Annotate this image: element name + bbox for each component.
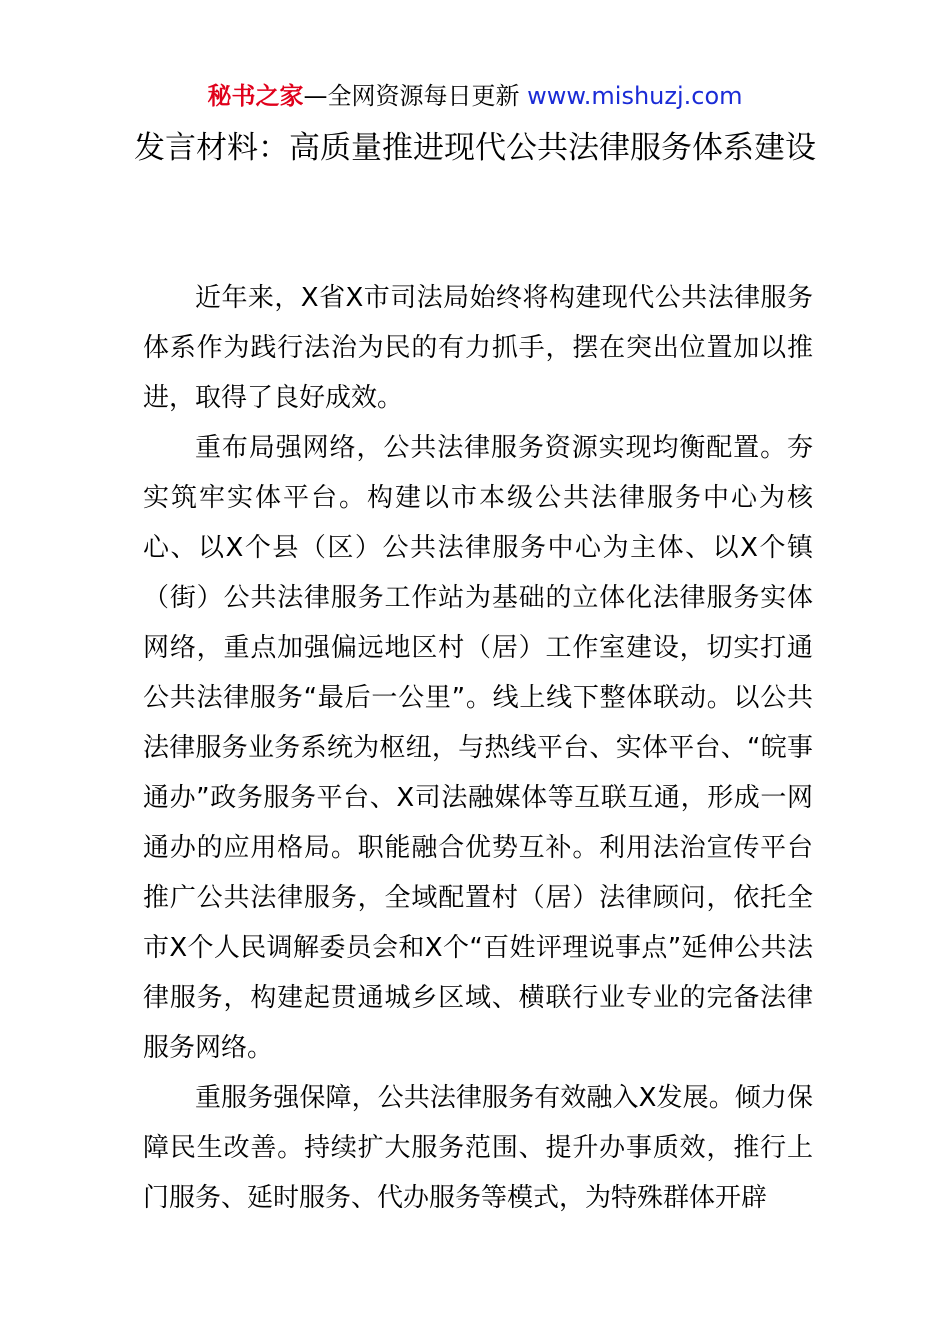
paragraph-layout-network: 重布局强网络，公共法律服务资源实现均衡配置。夯实筑牢实体平台。构建以市本级公共法律服务中心为核心、以X个县（区）公共法律服务中心为主体、以X个镇（街）公共法律服务工作站为基础的立体化法律服务实体网络，重点加强偏远地区村（居）工作室建设，切实打通公共法律服务“最后一公里”。线上线下整体联动。以公共法律服务业务系统为枢纽，与热线平台、实体平台、“皖事通办”政务服务平台、X司法融媒体等互联互通，形成一网通办的应用格局。职能融合优势互补。利用法治宣传平台推广公共法律服务，全域配置村（居）法律顾问，依托全市X个人民调解委员会和X个“百姓评理说事点”延伸公共法律服务，构建起贯通城乡区域、横联行业专业的完备法律服务网络。	[143, 433, 813, 1063]
site-url-link[interactable]: www.mishuzj.com	[527, 82, 743, 110]
document-body	[143, 273, 813, 1223]
brand-name: 秘书之家	[207, 82, 304, 110]
paragraph-intro: 近年来，X省X市司法局始终将构建现代公共法律服务体系作为践行法治为民的有力抓手，摆在突出位置加以推进，取得了良好成效。	[143, 283, 813, 413]
header-tagline: —全网资源每日更新	[303, 82, 520, 110]
paragraph-service-guarantee: 重服务强保障，公共法律服务有效融入X发展。倾力保障民生改善。持续扩大服务范围、提升办事质效，推行上门服务、延时服务、代办服务等模式，为特殊群体开辟	[143, 1083, 813, 1213]
site-header	[0, 80, 950, 112]
document-title: 发言材料：高质量推进现代公共法律服务体系建设	[134, 130, 816, 166]
